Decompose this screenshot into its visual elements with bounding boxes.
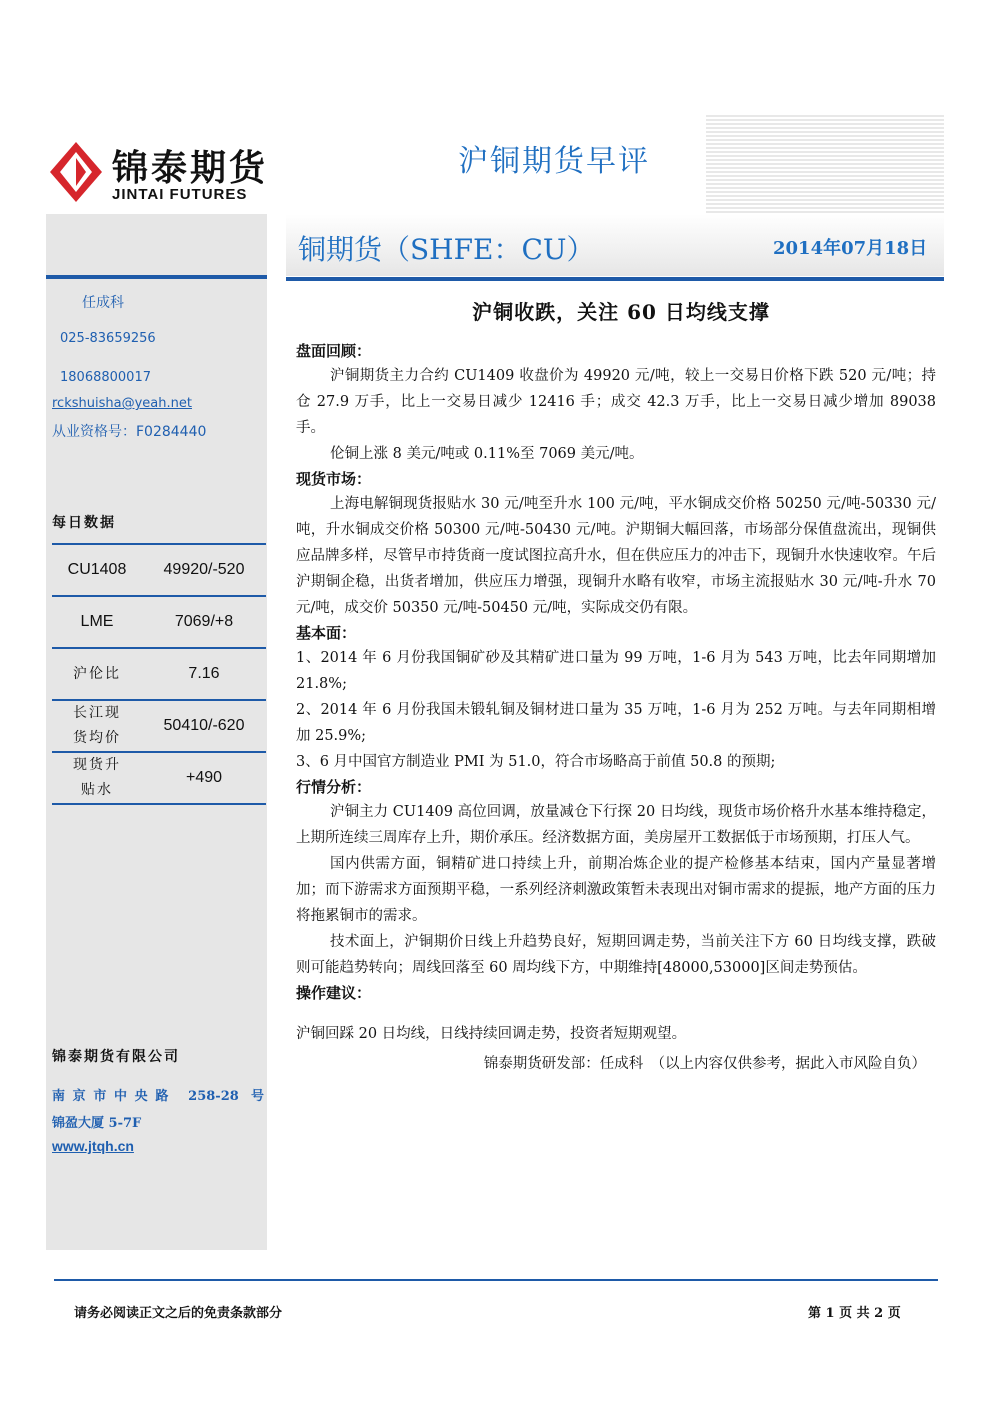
list-item: 2、2014 年 6 月份我国未锻轧铜及铜材进口量为 35 万吨，1-6 月为 252 万吨。与去年同期相增加 25.9%; bbox=[296, 702, 936, 744]
paragraph: 沪铜主力 CU1409 高位回调，放量减仓下行探 20 日均线，现货市场价格升水基本维持稳定，上期所连续三周库存上升，期价承压。经济数据方面，美房屋开工数据低于市场预期，打压人气。 bbox=[296, 804, 936, 846]
list-item: 1、2014 年 6 月份我国铜矿砂及其精矿进口量为 99 万吨，1-6 月为 543 万吨，比去年同期增加 21.8%; bbox=[296, 650, 936, 692]
logo-chinese-text: 锦泰期货 bbox=[112, 148, 269, 189]
website-link[interactable]: www.jtqh.cn bbox=[52, 1138, 134, 1154]
data-value: 7.16 bbox=[142, 648, 266, 700]
section-heading-fundamentals: 基本面： bbox=[296, 624, 357, 642]
table-row bbox=[52, 700, 266, 752]
data-value: 7069/+8 bbox=[142, 596, 266, 648]
section-heading-advice: 操作建议： bbox=[296, 984, 372, 1002]
report-title: 沪铜期货早评 bbox=[458, 136, 650, 180]
section-heading-analysis: 行情分析： bbox=[296, 778, 372, 796]
phone-number-2: 18068800017 bbox=[60, 370, 151, 385]
footer-rule bbox=[54, 1279, 938, 1281]
daily-data-heading: 每日数据 bbox=[52, 515, 116, 531]
data-value: +490 bbox=[142, 752, 266, 804]
advice-text: 沪铜回踩 20 日均线，日线持续回调走势，投资者短期观望。 bbox=[296, 1026, 687, 1042]
license-number: 从业资格号：F0284440 bbox=[52, 424, 207, 440]
data-label bbox=[52, 752, 142, 804]
data-label-line2: 货均价 bbox=[73, 730, 121, 746]
data-label-line1: 现货升 bbox=[73, 757, 121, 773]
address-line-2: 锦盈大厦 5-7F bbox=[52, 1116, 142, 1131]
address-line-1: 南京市中央路 258-28 号 bbox=[52, 1089, 264, 1104]
sidebar-top-rule bbox=[46, 275, 267, 279]
data-label: CU1408 bbox=[52, 544, 142, 596]
header-hatch-decoration bbox=[706, 115, 944, 213]
page-number: 第 1 页 共 2 页 bbox=[808, 1306, 901, 1321]
phone-number-1: 025-83659256 bbox=[60, 331, 156, 346]
table-row bbox=[52, 648, 266, 700]
table-row bbox=[52, 752, 266, 804]
data-label-line1: 长江现 bbox=[73, 705, 121, 721]
paragraph: 上海电解铜现货报贴水 30 元/吨至升水 100 元/吨，平水铜成交价格 50250 元/吨-50330 元/吨，升水铜成交价格 50300 元/吨-50430 元/吨。沪期铜大幅回落，市场部分保值盘流出，现铜供应品牌多样，尽管早市持货商一度试图拉高升水，但在供应压力的冲击下，现铜升水快速收窄。午后沪期铜企稳，出货者增加，供应压力增强，现铜升水略有收窄，市场主流报贴水 30 元/吨-升水 70 元/吨，成交价 50350 元/吨-50450 元/吨，实际成交仍有限。 bbox=[296, 496, 936, 616]
paragraph: 沪铜期货主力合约 CU1409 收盘价为 49920 元/吨，较上一交易日价格下跌 520 元/吨；持仓 27.9 万手，比上一交易日减少 12416 手；成交 42.3 万手，比上一交易日减少增加 89038 手。 bbox=[296, 368, 936, 436]
data-value: 50410/-620 bbox=[142, 700, 266, 752]
logo-english-text: JINTAI FUTURES bbox=[112, 186, 248, 203]
company-name: 锦泰期货有限公司 bbox=[52, 1049, 180, 1065]
product-title: 铜期货（SHFE：CU） bbox=[298, 233, 595, 266]
data-value: 49920/-520 bbox=[142, 544, 266, 596]
paragraph: 技术面上，沪铜期价日线上升趋势良好，短期回调走势，当前关注下方 60 日均线支撑，跌破则可能趋势转向；周线回落至 60 周均线下方，中期维持[48000,53000]区间走势预估。 bbox=[296, 934, 936, 976]
signature: 锦泰期货研发部：任成科 （以上内容仅供参考，据此入市风险自负） bbox=[483, 1056, 926, 1072]
data-label bbox=[52, 700, 142, 752]
analyst-name: 任成科 bbox=[82, 295, 124, 311]
list-item: 3、6 月中国官方制造业 PMI 为 51.0，符合市场略高于前值 50.8 的预期; bbox=[296, 754, 776, 770]
headline: 沪铜收跌，关注 60 日均线支撑 bbox=[472, 300, 770, 324]
title-band-rule bbox=[286, 277, 944, 281]
data-label: LME bbox=[52, 596, 142, 648]
table-row bbox=[52, 596, 266, 648]
report-date: 2014年07月18日 bbox=[773, 238, 928, 259]
footer-disclaimer: 请务必阅读正文之后的免责条款部分 bbox=[74, 1306, 283, 1321]
daily-data-table bbox=[52, 543, 266, 805]
paragraph: 伦铜上涨 8 美元/吨或 0.11%至 7069 美元/吨。 bbox=[330, 446, 644, 462]
table-row bbox=[52, 544, 266, 596]
section-heading-review: 盘面回顾： bbox=[296, 342, 372, 360]
data-label-line2: 贴水 bbox=[81, 782, 113, 798]
paragraph: 国内供需方面，铜精矿进口持续上升，前期冶炼企业的提产检修基本结束，国内产量显著增加；而下游需求方面预期平稳，一系列经济刺激政策暂未表现出对铜市需求的提振，地产方面的压力将拖累铜市的需求。 bbox=[296, 856, 936, 924]
email-link[interactable]: rckshuisha@yeah.net bbox=[52, 396, 192, 411]
report-body bbox=[296, 296, 936, 1077]
data-label: 沪伦比 bbox=[52, 648, 142, 700]
section-heading-spot: 现货市场： bbox=[296, 470, 372, 488]
